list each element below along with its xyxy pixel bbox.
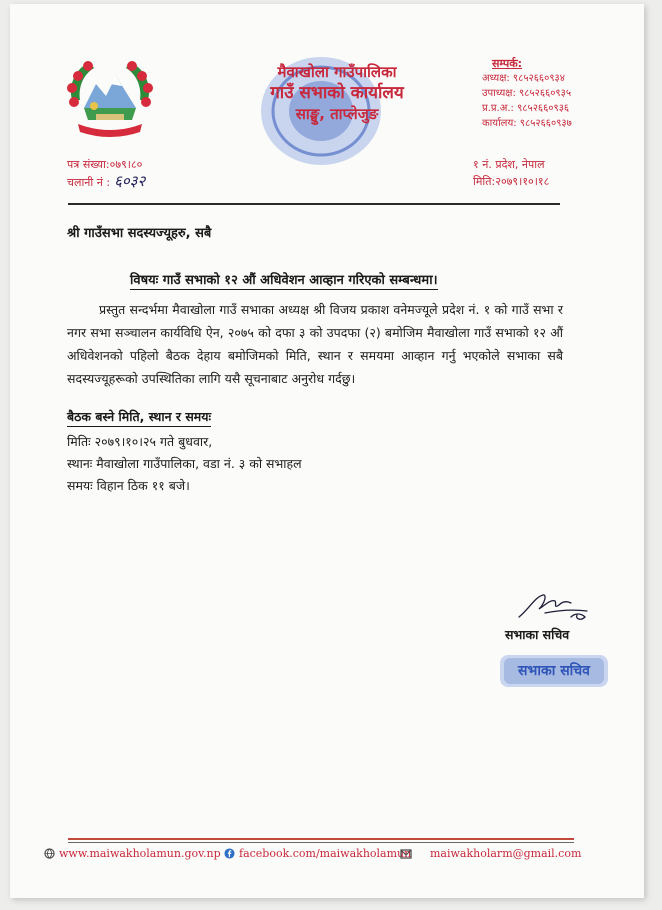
nepal-emblem-icon — [60, 54, 160, 144]
email-text[interactable]: maiwakholarm@gmail.com — [430, 847, 582, 860]
meeting-venue: स्थानः मैवाखोला गाउँपालिका, वडा नं. ३ को सभाहल — [67, 456, 302, 471]
date-value: २०७९।१०।१८ — [495, 175, 550, 188]
footer-website[interactable] — [44, 847, 221, 860]
contact-line: उपाध्यक्ष: ९८५२६६०९३५ — [482, 88, 572, 99]
footer-divider — [68, 838, 574, 840]
footer-divider-thin — [68, 842, 574, 843]
dispatch-label: चलानी नं : — [67, 176, 111, 189]
address-block — [473, 156, 549, 190]
dispatch-number — [67, 173, 145, 191]
office-name-line2: गाउँ सभाको कार्यालय — [270, 83, 404, 103]
meeting-heading: बैठक बस्ने मिति, स्थान र समयः — [67, 408, 211, 427]
footer-email[interactable] — [400, 847, 581, 860]
stamp-text: सभाका सचिव — [518, 663, 590, 679]
contact-block — [482, 56, 572, 131]
facebook-text[interactable]: facebook.com/maiwakholamun — [239, 847, 412, 860]
office-name-line3: साङ्घु, ताप्लेजुङ — [295, 105, 379, 123]
footer-facebook[interactable] — [224, 847, 411, 860]
contact-line: प्र.प्र.अ.: ९८५२६६०९३६ — [482, 103, 570, 114]
letter-page — [10, 4, 644, 898]
office-name-line1: मैवाखोला गाउँपालिका — [277, 63, 397, 81]
date-label: मिति: — [473, 175, 496, 188]
website-text[interactable]: www.maiwakholamun.gov.np — [59, 847, 221, 860]
meeting-details — [67, 431, 302, 497]
mail-icon — [400, 849, 412, 859]
province: १ नं. प्रदेश, नेपाल — [473, 158, 545, 171]
meeting-date: मितिः २०७९।१०।२५ गते बुधवार, — [67, 434, 213, 449]
reference-label: पत्र संख्या: — [67, 158, 110, 171]
signatory-title: सभाका सचिव — [505, 627, 570, 642]
office-name — [232, 62, 442, 125]
reference-value: ०७९।८० — [109, 158, 143, 171]
letter-date — [473, 173, 549, 190]
reference-block — [67, 156, 145, 191]
contact-line: कार्यालय: ९८५२६६०९३७ — [482, 118, 572, 129]
meeting-time: समयः विहान ठिक ११ बजे। — [67, 478, 190, 493]
subject-line: विषयः गाउँ सभाको १२ औं अधिवेशन आव्हान गरिएको सम्बन्धमा। — [130, 270, 438, 290]
recipient: श्री गाउँसभा सदस्यज्यूहरु, सबै — [67, 226, 212, 241]
reference-number — [67, 156, 145, 173]
contact-title: सम्पर्क: — [492, 57, 523, 70]
letter-body: प्रस्तुत सन्दर्भमा मैवाखोला गाउँ सभाका अध्यक्ष श्री विजय प्रकाश वनेमज्यूले प्रदेश नं. १ को गाउँ सभा र नगर सभा सञ्चालन कार्यविधि ऐन, २०७५ को दफा ३ को उपदफा (२) बमोजिम मैवाखोला गाउँ सभाको १२ औं अधिवेशनको पहिलो बैठक देहाय बमोजिमको मिति, स्थान र समयमा आव्हान गर्नु भएकोले सभाका सबै सदस्यज्यूहरूको उपस्थितिका लागि यसै सूचनाबाट अनुरोध गर्दछु। — [67, 302, 563, 386]
globe-icon — [44, 848, 55, 859]
handwritten-signature — [515, 589, 595, 625]
facebook-icon — [224, 848, 235, 859]
contact-line: अध्यक्ष: ९८५२६६०९३४ — [482, 73, 565, 84]
header-divider — [68, 203, 560, 205]
dispatch-value: ६०३२ — [114, 172, 146, 190]
